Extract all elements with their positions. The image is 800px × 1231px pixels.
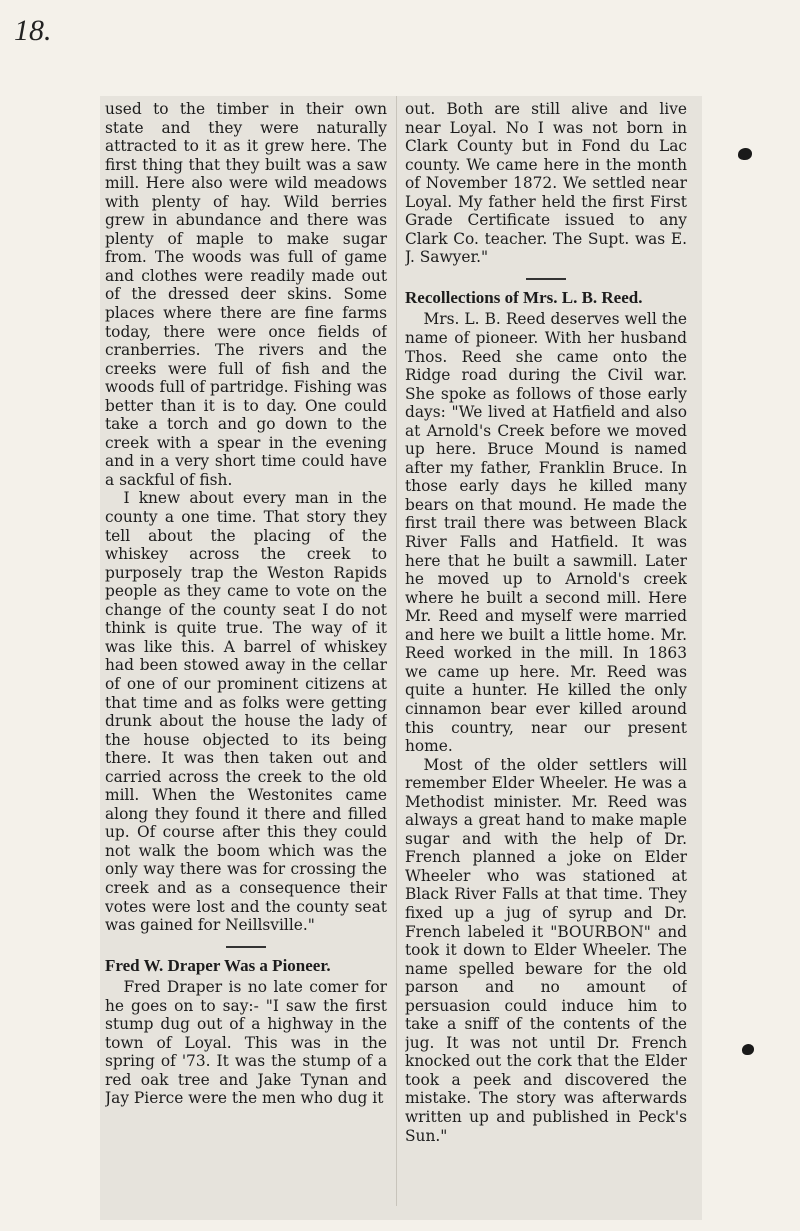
paragraph-mrs-reed: Mrs. L. B. Reed deserves well the name of pioneer. With her husband Thos. Reed she came onto the Ridge road during the Civil war. She spoke as follows of those early days: "We lived at Hatfield and also at Arnold's Creek before we moved up here. Bruce Mound is named after my father, Franklin Bruce. In those early days he killed many bears on that mound. He made the first trail there was between Black River Falls and Hatfield. It was here that he built a sawmill. Later he moved up to Arnold's creek where he built a second mill. Here Mr. Reed and myself were married and here we built a little home. Mr. Reed worked in the mill. In 1863 we came up here. Mr. Reed was quite a hunter. He killed the only cinnamon bear ever killed around this country, near our present home. bbox=[405, 310, 687, 756]
heading-mrs-reed: Recollections of Mrs. L. B. Reed. bbox=[405, 287, 643, 307]
heading-fred-draper: Fred W. Draper Was a Pioneer. bbox=[105, 955, 331, 975]
ink-blot-bottom bbox=[742, 1044, 754, 1055]
page-number: 18. bbox=[14, 14, 52, 47]
right-column bbox=[405, 100, 687, 1210]
paragraph-fred-draper: Fred Draper is no late comer for he goes on to say:- "I saw the first stump dug out of a highway in the town of Loyal. This was in the spring of '73. It was the stump of a red oak tree and Jake Tynan and Jay Pierce were the men who dug it bbox=[105, 978, 387, 1108]
section-divider bbox=[526, 278, 566, 280]
newspaper-clipping bbox=[100, 96, 702, 1220]
paragraph-whiskey-story: I knew about every man in the county a one time. That story they tell about the placing of the whiskey across the creek to purposely trap the Weston Rapids people as they came to vote on the change of the county seat I do not think is quite true. The way of it was like this. A barrel of whiskey had been stowed away in the cellar of one of our prominent citizens at that time and as folks were getting drunk about the house the lady of the house objected to its being there. It was then taken out and carried across the creek to the old mill. When the Westonites came along they found it there and filled up. Of course after this they could not walk the boom which was the only way there was for crossing the creek and as a consequence their votes were lost and the county seat was gained for Neillsville." bbox=[105, 489, 387, 935]
paragraph-loyal: out. Both are still alive and live near Loyal. No I was not born in Clark County but in Fond du Lac county. We came here in the month of November 1872. We settled near Loyal. My father held the first First Grade Certificate issued to any Clark Co. teacher. The Supt. was E. J. Sawyer." bbox=[405, 100, 687, 267]
section-divider bbox=[226, 946, 266, 948]
ink-blot-top bbox=[738, 148, 752, 160]
paragraph-timber: used to the timber in their own state and they were naturally attracted to it as it grew here. The first thing that they built was a saw mill. Here also were wild meadows with plenty of hay. Wild berries grew in abundance and there was plenty of maple to make sugar from. The woods was full of game and clothes were readily made out of the dressed deer skins. Some places where there are fine farms today, there were once fields of cranberries. The rivers and the creeks were full of fish and the woods full of partridge. Fishing was better than it is to day. One could take a torch and go down to the creek with a spear in the evening and in a very short time could have a sackful of fish. bbox=[105, 100, 387, 489]
column-divider bbox=[396, 96, 397, 1206]
paragraph-elder-wheeler: Most of the older settlers will remember Elder Wheeler. He was a Methodist minister. Mr. Reed was always a great hand to make maple sugar and with the help of Dr. French planned a joke on Elder Wheeler who was stationed at Black River Falls at that time. They fixed up a jug of syrup and Dr. French labeled it "BOURBON" and took it down to Elder Wheeler. The name spelled beware for the old parson and no amount of persuasion could induce him to take a sniff of the contents of the jug. It was not until Dr. French knocked out the cork that the Elder took a peek and discovered the mistake. The story was afterwards written up and published in Peck's Sun." bbox=[405, 755, 687, 1145]
left-column bbox=[105, 100, 387, 1210]
